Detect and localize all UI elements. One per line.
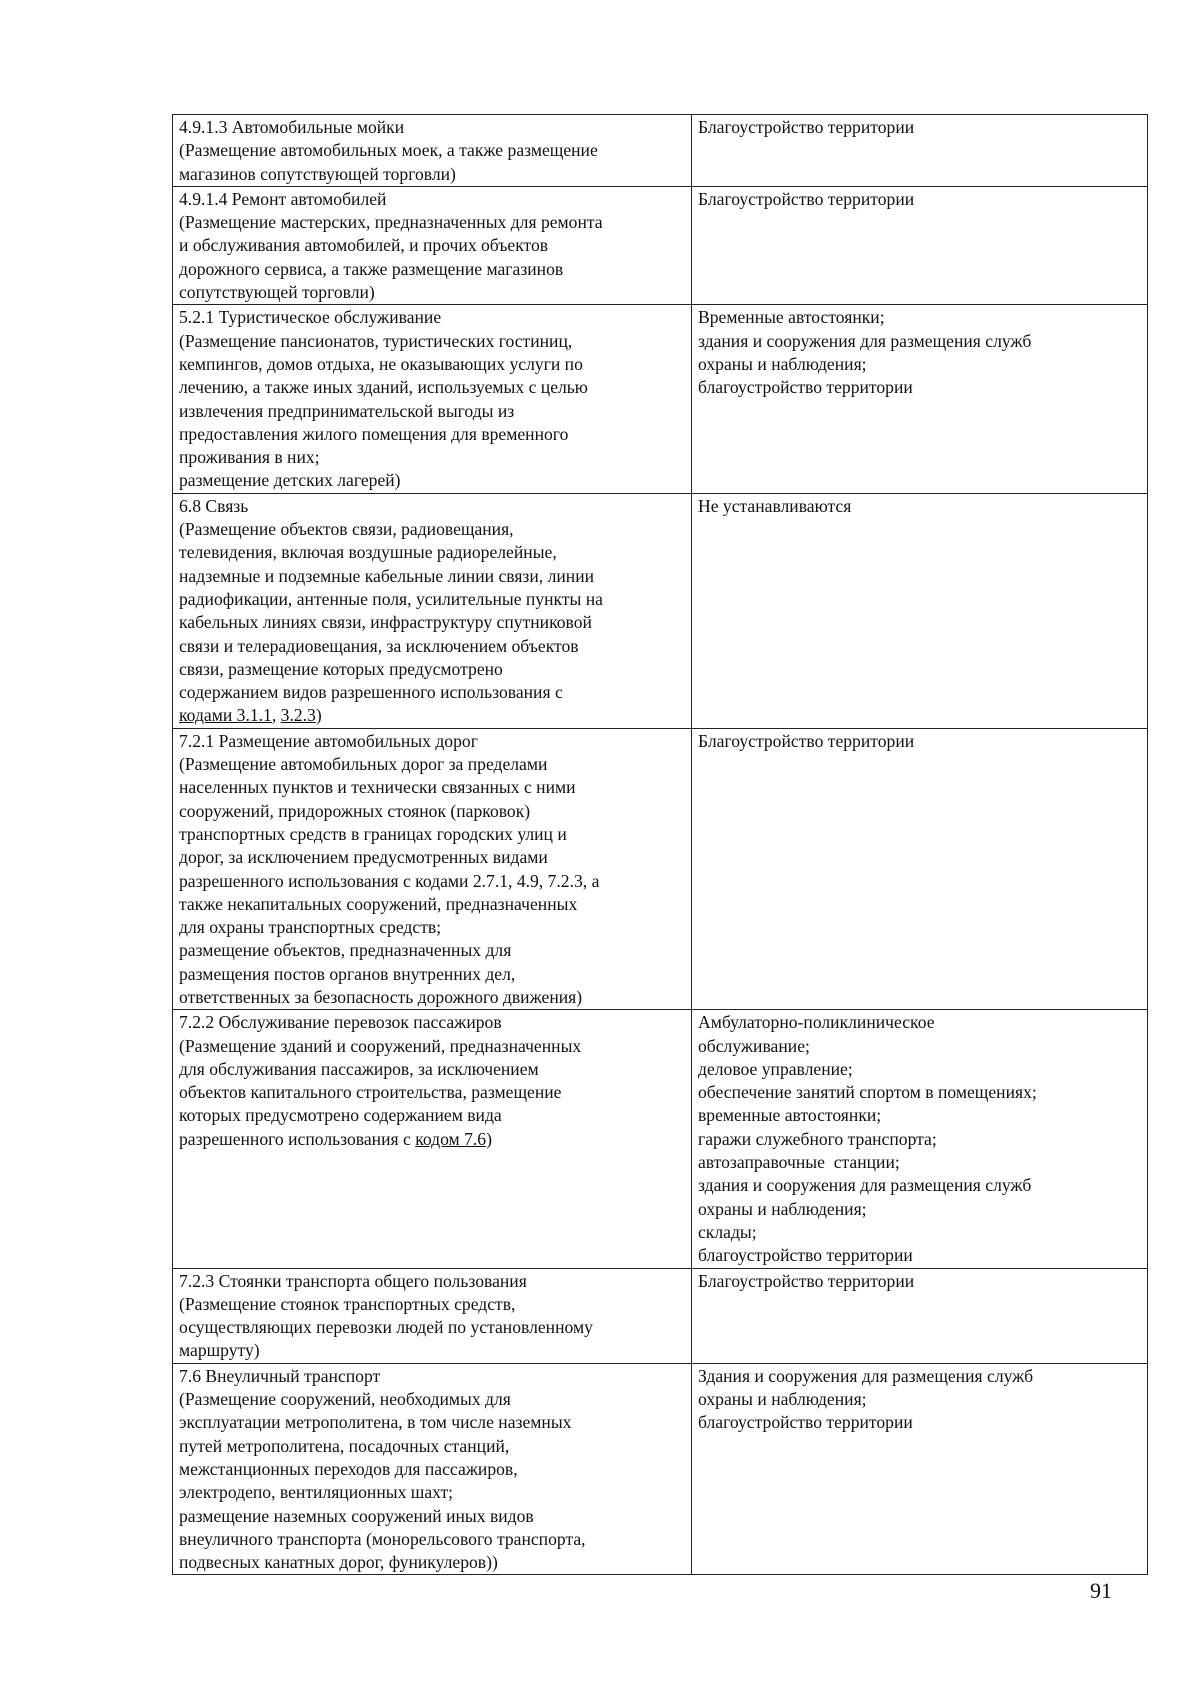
cell-line: гаражи служебного транспорта; <box>698 1128 937 1149</box>
line-prefix: разрешенного использования с <box>179 1128 416 1149</box>
cell-line: электродепо, вентиляционных шахт; <box>179 1482 454 1503</box>
use-type-cell <box>173 728 692 1010</box>
cell-line: Амбулаторно-поликлиническое <box>698 1012 935 1033</box>
cell-line: внеуличного транспорта (монорельсового транспорта, <box>179 1528 586 1549</box>
auxiliary-use-cell <box>692 115 1148 187</box>
cell-line: дорог, за исключением предусмотренных видами <box>179 847 548 868</box>
cell-line: и обслуживания автомобилей, и прочих объектов <box>179 235 549 256</box>
cell-line: надземные и подземные кабельные линии связи, линии <box>179 565 595 586</box>
code-link-7-6[interactable]: кодом 7.6 <box>415 1128 487 1149</box>
auxiliary-use-cell <box>692 728 1148 1010</box>
table-row <box>173 1363 1148 1575</box>
cell-line: транспортных средств в границах городских улиц и <box>179 823 567 844</box>
table-body <box>173 115 1148 1575</box>
cell-line: для обслуживания пассажиров, за исключением <box>179 1058 539 1079</box>
cell-line: Здания и сооружения для размещения служб <box>698 1365 1034 1386</box>
cell-line: благоустройство территории <box>698 1412 913 1433</box>
cell-line: здания и сооружения для размещения служб <box>698 330 1032 351</box>
cell-line: населенных пунктов и технически связанных с ними <box>179 777 576 798</box>
cell-line: лечению, а также иных зданий, используемых с целью <box>179 377 588 398</box>
cell-line: размещение объектов, предназначенных для <box>179 940 512 961</box>
table-row <box>173 186 1148 304</box>
table-row <box>173 115 1148 187</box>
auxiliary-use-cell <box>692 1268 1148 1363</box>
cell-line: кабельных линиях связи, инфраструктуру спутниковой <box>179 612 592 633</box>
table-row <box>173 1010 1148 1268</box>
cell-line: временные автостоянки; <box>698 1105 882 1126</box>
cell-line: деловое управление; <box>698 1058 853 1079</box>
table-row <box>173 493 1148 728</box>
cell-line: маршруту) <box>179 1340 260 1361</box>
cell-line: склады; <box>698 1221 757 1242</box>
cell-line: содержанием видов разрешенного использования с <box>179 682 563 703</box>
use-type-cell <box>173 493 692 728</box>
use-type-cell <box>173 115 692 187</box>
cell-line: благоустройство территории <box>698 377 913 398</box>
use-type-cell <box>173 1268 692 1363</box>
cell-line: 7.2.3 Стоянки транспорта общего пользования <box>179 1270 527 1291</box>
closing-paren: ) <box>486 1128 492 1149</box>
table-row <box>173 728 1148 1010</box>
cell-line: (Размещение сооружений, необходимых для <box>179 1389 511 1410</box>
cell-line: 7.2.1 Размещение автомобильных дорог <box>179 730 478 751</box>
cell-line: подвесных канатных дорог, фуникулеров)) <box>179 1552 498 1573</box>
cell-line: проживания в них; <box>179 447 320 468</box>
cell-line: (Размещение мастерских, предназначенных для ремонта <box>179 212 603 233</box>
cell-line: Благоустройство территории <box>698 188 915 209</box>
cell-line: телевидения, включая воздушные радиорелейные, <box>179 542 557 563</box>
cell-line: разрешенного использования с кодами 2.7.1, 4.9, 7.2.3, а <box>179 870 600 891</box>
auxiliary-use-cell <box>692 1010 1148 1268</box>
cell-line: сооружений, придорожных стоянок (парковок) <box>179 800 531 821</box>
code-link-3-1-1[interactable]: кодами 3.1.1 <box>179 705 272 726</box>
cell-line: (Размещение пансионатов, туристических гостиниц, <box>179 330 573 351</box>
cell-line: предоставления жилого помещения для временного <box>179 423 569 444</box>
cell-line: связи, размещение которых предусмотрено <box>179 658 503 679</box>
cell-line: также некапитальных сооружений, предназначенных <box>179 893 578 914</box>
cell-line: (Размещение автомобильных моек, а также размещение <box>179 140 598 161</box>
cell-line: магазинов сопутствующей торговли) <box>179 163 456 184</box>
use-type-cell <box>173 1363 692 1575</box>
cell-line: для охраны транспортных средств; <box>179 917 442 938</box>
cell-line: 5.2.1 Туристическое обслуживание <box>179 307 442 328</box>
cell-line: сопутствующей торговли) <box>179 282 375 303</box>
use-type-cell <box>173 305 692 493</box>
cell-line: путей метрополитена, посадочных станций, <box>179 1435 510 1456</box>
cell-line: Благоустройство территории <box>698 117 915 137</box>
cell-line: 7.2.2 Обслуживание перевозок пассажиров <box>179 1012 502 1033</box>
cell-line: здания и сооружения для размещения служб <box>698 1175 1032 1196</box>
cell-line: размещение наземных сооружений иных видов <box>179 1505 534 1526</box>
cell-line: осуществляющих перевозки людей по установленному <box>179 1317 593 1338</box>
cell-line: (Размещение автомобильных дорог за пределами <box>179 754 548 775</box>
cell-line: (Размещение зданий и сооружений, предназначенных <box>179 1035 582 1056</box>
auxiliary-use-cell <box>692 305 1148 493</box>
cell-line: обеспечение занятий спортом в помещениях; <box>698 1082 1037 1103</box>
cell-line: (Размещение объектов связи, радиовещания, <box>179 519 514 540</box>
auxiliary-use-cell <box>692 493 1148 728</box>
table-row <box>173 1268 1148 1363</box>
cell-line: Благоустройство территории <box>698 1270 915 1291</box>
use-type-cell <box>173 1010 692 1268</box>
cell-line: которых предусмотрено содержанием вида <box>179 1105 502 1126</box>
cell-line: 6.8 Связь <box>179 495 249 516</box>
separator: , <box>271 705 281 726</box>
cell-line-with-link <box>179 1128 685 1151</box>
cell-line: межстанционных переходов для пассажиров, <box>179 1458 518 1479</box>
cell-line: связи и телерадиовещания, за исключением объектов <box>179 635 579 656</box>
cell-line: охраны и наблюдения; <box>698 1389 867 1410</box>
cell-line: охраны и наблюдения; <box>698 353 867 374</box>
cell-line: размещения постов органов внутренних дел, <box>179 963 516 984</box>
cell-line: размещение детских лагерей) <box>179 470 401 491</box>
cell-line: благоустройство территории <box>698 1245 913 1266</box>
cell-line: Благоустройство территории <box>698 730 915 751</box>
cell-line: обслуживание; <box>698 1035 810 1056</box>
cell-line: охраны и наблюдения; <box>698 1198 867 1219</box>
cell-line: 4.9.1.3 Автомобильные мойки <box>179 117 405 137</box>
auxiliary-use-cell <box>692 1363 1148 1575</box>
closing-paren: ) <box>315 705 322 726</box>
cell-line: Не устанавливаются <box>698 495 852 516</box>
cell-line: извлечения предпринимательской выгоды из <box>179 400 515 421</box>
cell-line: дорожного сервиса, а также размещение магазинов <box>179 258 564 279</box>
cell-line: 4.9.1.4 Ремонт автомобилей <box>179 188 387 209</box>
cell-line: автозаправочные станции; <box>698 1152 900 1173</box>
auxiliary-use-cell <box>692 186 1148 304</box>
cell-line: Временные автостоянки; <box>698 307 885 328</box>
cell-line: радиофикации, антенные поля, усилительные пункты на <box>179 588 603 609</box>
land-use-table <box>172 114 1148 1575</box>
cell-line: 7.6 Внеуличный транспорт <box>179 1365 381 1386</box>
cell-line: ответственных за безопасность дорожного движения) <box>179 986 583 1007</box>
code-link-3-2-3[interactable]: 3.2.3 <box>280 705 316 726</box>
cell-line: кемпингов, домов отдыха, не оказывающих услуги по <box>179 353 583 374</box>
cell-line: (Размещение стоянок транспортных средств, <box>179 1293 516 1314</box>
cell-line: объектов капитального строительства, размещение <box>179 1082 562 1103</box>
use-type-cell <box>173 186 692 304</box>
cell-line: эксплуатации метрополитена, в том числе наземных <box>179 1412 572 1433</box>
cell-line-with-links <box>179 704 685 727</box>
page-number: 91 <box>1090 1578 1112 1603</box>
table-row <box>173 305 1148 493</box>
